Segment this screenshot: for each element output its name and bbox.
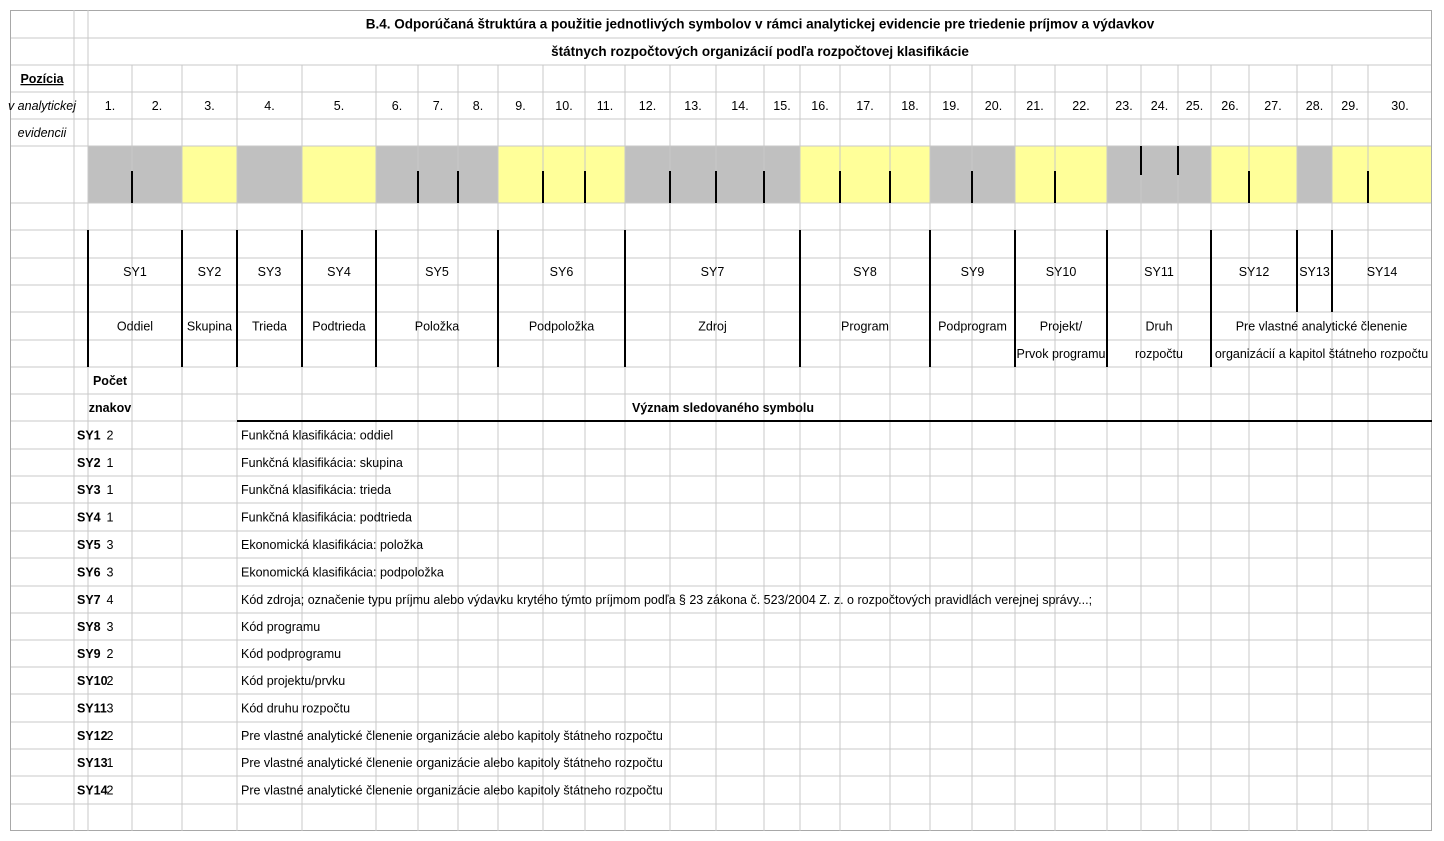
position-number: 3. [204,99,215,113]
symbol-band-sy1 [88,146,182,203]
position-label: evidencii [17,126,67,140]
symbol-band-sy4 [302,146,376,203]
symbol-band-sy13 [1297,146,1332,203]
legend-meaning: Kód zdroja; označenie typu príjmu alebo výdavku krytého týmto príjmom podľa § 23 zákona č. 523/2004 Z. z. o rozpočtových pravidlách verejnej správy...; [241,593,1093,607]
legend-code: SY2 [77,456,101,470]
symbol-name: Trieda [252,319,287,334]
symbol-code: SY5 [425,265,449,279]
symbol-band-sy11 [1107,146,1211,203]
legend-meaning: Kód projektu/prvku [241,674,346,688]
legend-count: 2 [106,729,114,743]
legend-code: SY8 [77,620,101,634]
symbol-code: SY7 [700,265,725,279]
position-number: 6. [391,99,403,113]
legend-meaning: Funkčná klasifikácia: trieda [241,483,392,497]
legend-code: SY6 [77,565,101,580]
position-number: 2. [151,99,163,113]
legend-count: 1 [106,483,114,497]
count-header: Počet [92,374,128,388]
legend-count: 1 [106,756,114,770]
legend-code: SY10 [77,674,108,688]
legend-meaning: Ekonomická klasifikácia: položka [241,538,424,552]
legend-code: SY7 [77,593,101,607]
legend-code: SY12 [77,729,108,743]
position-number: 22. [1072,99,1090,113]
position-number: 8. [472,99,484,113]
position-number: 17. [856,99,874,113]
position-number: 7. [432,99,444,113]
position-number: 11. [596,99,614,113]
symbol-code: SY4 [327,265,351,279]
legend-count: 3 [106,701,114,716]
symbol-name: Prvok programu [1016,347,1106,361]
position-label: Pozícia [20,72,64,86]
symbol-fill-band [88,146,1432,203]
symbol-band-sy7 [625,146,800,203]
position-number: 1. [104,99,116,113]
legend-meaning: Ekonomická klasifikácia: podpoložka [241,565,444,580]
position-number: 10. [555,99,573,113]
sheet-text [8,17,1428,798]
legend-meaning: Kód podprogramu [241,647,342,661]
legend-meaning: Pre vlastné analytické členenie organizácie alebo kapitoly štátneho rozpočtu [241,756,663,770]
position-number: 29. [1341,99,1359,113]
position-number: 28. [1305,99,1324,113]
symbol-name: Podprogram [938,319,1007,334]
symbol-code: SY1 [123,265,147,279]
symbol-code: SY9 [960,265,985,279]
legend-meaning: Funkčná klasifikácia: skupina [241,456,403,470]
symbol-band-sy10 [1015,146,1107,203]
symbol-code: SY3 [257,265,282,279]
symbol-code: SY14 [1366,265,1398,279]
legend-code: SY14 [77,783,108,798]
position-number: 15. [773,99,791,113]
position-number: 19. [942,99,960,113]
legend-count: 1 [106,456,114,470]
position-number: 24. [1150,99,1169,113]
symbol-name: Zdroj [698,319,727,334]
symbol-name: Podpoložka [528,319,595,334]
position-number: 14. [731,99,749,113]
meaning-header: Význam sledovaného symbolu [632,401,814,415]
count-header: znakov [88,401,132,415]
own-analytics-label: Pre vlastné analytické členenie [1235,319,1408,334]
symbol-band-sy14 [1332,146,1432,203]
legend-meaning: Funkčná klasifikácia: podtrieda [241,510,412,525]
legend-count: 4 [106,593,114,607]
symbol-name: rozpočtu [1135,347,1183,361]
symbol-band-sy2 [182,146,237,203]
symbol-code: SY2 [197,265,222,279]
legend-code: SY4 [77,510,101,525]
legend-meaning: Funkčná klasifikácia: oddiel [241,428,394,443]
position-number: 20. [984,99,1003,113]
symbol-band-sy6 [498,146,625,203]
title-line-1: B.4. Odporúčaná štruktúra a použitie jednotlivých symbolov v rámci analytickej evidencie pre triedenie príjmov a výdavkov [365,16,1155,32]
legend-count: 2 [106,783,114,798]
legend-code: SY5 [77,538,101,552]
position-number: 4. [264,99,275,113]
symbol-code: SY6 [549,265,574,279]
symbol-name: Položka [414,319,460,334]
legend-code: SY1 [77,428,101,443]
position-number: 30. [1391,99,1409,113]
legend-count: 2 [106,647,114,661]
symbol-name: Program [841,319,889,334]
position-number: 23. [1115,99,1133,113]
legend-count: 3 [106,538,114,552]
position-number: 16. [811,99,829,113]
position-number: 5. [333,99,345,113]
legend-code: SY9 [77,647,101,661]
legend-code: SY13 [77,756,108,770]
symbol-band-sy8 [800,146,930,203]
symbol-code: SY12 [1238,265,1270,279]
legend-count: 3 [106,565,114,580]
position-label: v analytickej [7,99,77,113]
position-number: 21. [1026,99,1044,113]
symbol-name: Druh [1145,319,1173,334]
symbol-band-sy3 [237,146,302,203]
legend-count: 2 [106,428,114,443]
title-line-2: štátnych rozpočtových organizácií podľa rozpočtovej klasifikácie [551,44,969,59]
legend-meaning: Pre vlastné analytické členenie organizácie alebo kapitoly štátneho rozpočtu [241,783,663,798]
symbol-name: Oddiel [116,319,154,334]
legend-count: 3 [106,620,114,634]
position-number: 9. [515,99,526,113]
position-number: 26. [1221,99,1239,113]
position-number: 12. [638,99,657,113]
symbol-name: Projekt/ [1039,319,1083,334]
symbol-name: Podtrieda [312,319,366,334]
position-number: 18. [901,99,919,113]
symbol-code: SY11 [1144,265,1174,279]
legend-code: SY3 [77,483,101,497]
symbol-band-sy12 [1211,146,1297,203]
legend-meaning: Kód druhu rozpočtu [241,701,351,716]
symbol-name: Skupina [186,319,233,334]
symbol-band-sy5 [376,146,498,203]
position-number: 25. [1185,99,1204,113]
legend-count: 2 [106,674,114,688]
legend-meaning: Kód programu [241,620,321,634]
legend-meaning: Pre vlastné analytické členenie organizácie alebo kapitoly štátneho rozpočtu [241,729,663,743]
legend-count: 1 [106,510,114,525]
own-analytics-label: organizácií a kapitol štátneho rozpočtu [1214,347,1429,361]
position-number: 27. [1264,99,1282,113]
symbol-code: SY10 [1045,265,1077,279]
symbol-code: SY13 [1299,265,1330,279]
position-number: 13. [684,99,702,113]
symbol-code: SY8 [853,265,877,279]
legend-code: SY11 [77,701,107,716]
